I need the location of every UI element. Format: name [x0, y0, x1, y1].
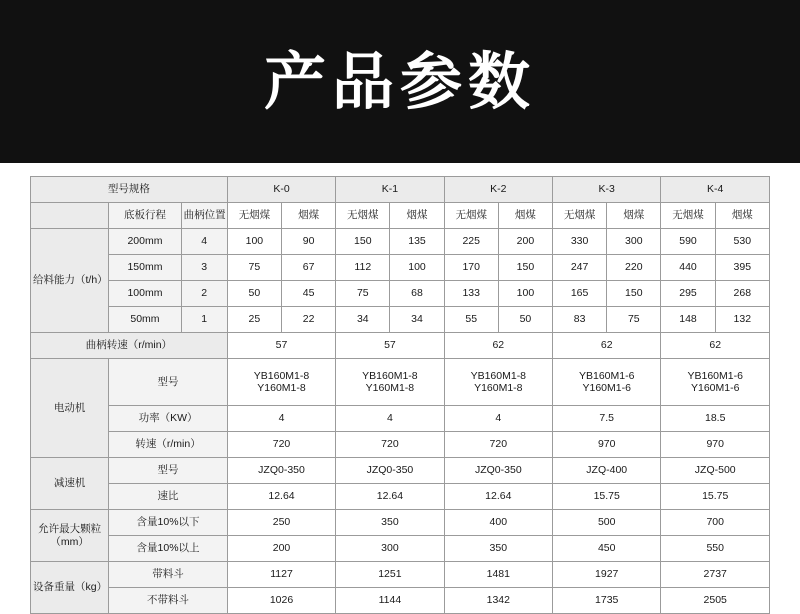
cell-reducer-model-k1: JZQ0-350 — [336, 458, 444, 484]
table-row — [31, 281, 770, 307]
header-coal-k2-b: 烟煤 — [498, 203, 552, 229]
cell-motor-power-k1: 4 — [336, 406, 444, 432]
cell-value: 170 — [444, 255, 498, 281]
cell-motor-model-k2: YB160M1-8 Y160M1-8 — [444, 359, 552, 406]
cell-without-hopper-k3: 1735 — [553, 588, 661, 614]
cell-value: 50 — [498, 307, 552, 333]
cell-reducer-model-k2: JZQ0-350 — [444, 458, 552, 484]
cell-motor-power-k2: 4 — [444, 406, 552, 432]
cell-value: 150 — [498, 255, 552, 281]
header-model-k1: K-1 — [336, 177, 444, 203]
row-label-crank-speed: 曲柄转速（r/min） — [31, 333, 228, 359]
cell-value: 112 — [336, 255, 390, 281]
header-coal-k3-b: 烟煤 — [607, 203, 661, 229]
cell-crank: 2 — [181, 281, 227, 307]
row-label-without-hopper: 不带料斗 — [109, 588, 227, 614]
cell-motor-speed-k3: 970 — [553, 432, 661, 458]
cell-content-above-k1: 300 — [336, 536, 444, 562]
table-row-header-coal — [31, 203, 770, 229]
header-blank — [31, 203, 109, 229]
cell-content-above-k3: 450 — [553, 536, 661, 562]
row-label-motor-model: 型号 — [109, 359, 227, 406]
cell-value: 135 — [390, 229, 444, 255]
row-label-motor: 电动机 — [31, 359, 109, 458]
cell-without-hopper-k4: 2505 — [661, 588, 770, 614]
cell-value: 295 — [661, 281, 715, 307]
spec-table-container — [0, 163, 800, 614]
header-coal-k1-b: 烟煤 — [390, 203, 444, 229]
table-row — [31, 588, 770, 614]
cell-reducer-ratio-k4: 15.75 — [661, 484, 770, 510]
header-coal-k0-a: 无烟煤 — [227, 203, 281, 229]
row-label-reducer-ratio: 速比 — [109, 484, 227, 510]
cell-motor-power-k3: 7.5 — [553, 406, 661, 432]
cell-value: 68 — [390, 281, 444, 307]
cell-value: 590 — [661, 229, 715, 255]
cell-stroke: 50mm — [109, 307, 181, 333]
cell-value: 75 — [607, 307, 661, 333]
header-coal-k1-a: 无烟煤 — [336, 203, 390, 229]
cell-motor-model-k0: YB160M1-8 Y160M1-8 — [227, 359, 335, 406]
row-label-max-particle-line2: （mm） — [50, 535, 89, 548]
cell-content-above-k4: 550 — [661, 536, 770, 562]
table-row — [31, 307, 770, 333]
cell-without-hopper-k2: 1342 — [444, 588, 552, 614]
header-coal-k4-b: 烟煤 — [715, 203, 769, 229]
cell-without-hopper-k1: 1144 — [336, 588, 444, 614]
cell-value: 67 — [282, 255, 336, 281]
cell-with-hopper-k3: 1927 — [553, 562, 661, 588]
cell-motor-model-k1: YB160M1-8 Y160M1-8 — [336, 359, 444, 406]
cell-motor-speed-k2: 720 — [444, 432, 552, 458]
cell-crank: 4 — [181, 229, 227, 255]
banner — [0, 0, 800, 163]
cell-value: 395 — [715, 255, 769, 281]
cell-value: 150 — [607, 281, 661, 307]
row-label-with-hopper: 带料斗 — [109, 562, 227, 588]
cell-motor-speed-k0: 720 — [227, 432, 335, 458]
cell-reducer-ratio-k3: 15.75 — [553, 484, 661, 510]
cell-crank-speed-k2: 62 — [444, 333, 552, 359]
cell-value: 90 — [282, 229, 336, 255]
table-row — [31, 432, 770, 458]
cell-content-below-k0: 250 — [227, 510, 335, 536]
cell-value: 100 — [390, 255, 444, 281]
table-row — [31, 484, 770, 510]
cell-value: 75 — [336, 281, 390, 307]
row-label-max-particle-line1: 允许最大颗粒 — [38, 523, 102, 536]
cell-crank: 1 — [181, 307, 227, 333]
cell-motor-power-k0: 4 — [227, 406, 335, 432]
cell-motor-power-k4: 18.5 — [661, 406, 770, 432]
spec-table — [30, 176, 770, 614]
cell-value: 440 — [661, 255, 715, 281]
header-model-spec: 型号规格 — [31, 177, 228, 203]
cell-value: 225 — [444, 229, 498, 255]
cell-value: 45 — [282, 281, 336, 307]
cell-value: 268 — [715, 281, 769, 307]
banner-title: 产品参数 — [263, 44, 536, 118]
table-row — [31, 229, 770, 255]
cell-reducer-ratio-k1: 12.64 — [336, 484, 444, 510]
cell-reducer-model-k4: JZQ-500 — [661, 458, 770, 484]
cell-content-above-k2: 350 — [444, 536, 552, 562]
cell-motor-model-k3: YB160M1-6 Y160M1-6 — [553, 359, 661, 406]
table-row — [31, 536, 770, 562]
row-label-content-above: 含量10%以上 — [109, 536, 227, 562]
cell-value: 330 — [553, 229, 607, 255]
header-coal-k3-a: 无烟煤 — [553, 203, 607, 229]
row-label-motor-speed: 转速（r/min） — [109, 432, 227, 458]
cell-content-below-k3: 500 — [553, 510, 661, 536]
cell-motor-model-k4: YB160M1-6 Y160M1-6 — [661, 359, 770, 406]
header-coal-k4-a: 无烟煤 — [661, 203, 715, 229]
cell-crank: 3 — [181, 255, 227, 281]
row-label-reducer: 减速机 — [31, 458, 109, 510]
cell-value: 300 — [607, 229, 661, 255]
table-row — [31, 406, 770, 432]
cell-content-below-k4: 700 — [661, 510, 770, 536]
table-row — [31, 255, 770, 281]
cell-content-below-k2: 400 — [444, 510, 552, 536]
cell-value: 247 — [553, 255, 607, 281]
cell-value: 25 — [227, 307, 281, 333]
cell-value: 75 — [227, 255, 281, 281]
cell-crank-speed-k1: 57 — [336, 333, 444, 359]
table-row — [31, 458, 770, 484]
header-coal-k2-a: 无烟煤 — [444, 203, 498, 229]
cell-value: 100 — [227, 229, 281, 255]
cell-value: 34 — [336, 307, 390, 333]
cell-content-above-k0: 200 — [227, 536, 335, 562]
cell-motor-speed-k4: 970 — [661, 432, 770, 458]
cell-value: 50 — [227, 281, 281, 307]
cell-motor-speed-k1: 720 — [336, 432, 444, 458]
cell-crank-speed-k0: 57 — [227, 333, 335, 359]
cell-value: 150 — [336, 229, 390, 255]
header-crank-pos-label: 曲柄位置 — [181, 203, 227, 229]
table-row-header-models — [31, 177, 770, 203]
cell-value: 22 — [282, 307, 336, 333]
row-label-weight: 设备重量（kg） — [31, 562, 109, 614]
row-label-max-particle — [31, 510, 109, 562]
cell-crank-speed-k3: 62 — [553, 333, 661, 359]
cell-with-hopper-k0: 1127 — [227, 562, 335, 588]
cell-value: 83 — [553, 307, 607, 333]
cell-value: 133 — [444, 281, 498, 307]
cell-reducer-model-k3: JZQ-400 — [553, 458, 661, 484]
cell-value: 530 — [715, 229, 769, 255]
cell-value: 100 — [498, 281, 552, 307]
table-row — [31, 562, 770, 588]
cell-reducer-ratio-k0: 12.64 — [227, 484, 335, 510]
cell-without-hopper-k0: 1026 — [227, 588, 335, 614]
cell-value: 200 — [498, 229, 552, 255]
header-model-k3: K-3 — [553, 177, 661, 203]
header-model-k4: K-4 — [661, 177, 770, 203]
cell-value: 165 — [553, 281, 607, 307]
cell-with-hopper-k4: 2737 — [661, 562, 770, 588]
cell-content-below-k1: 350 — [336, 510, 444, 536]
cell-crank-speed-k4: 62 — [661, 333, 770, 359]
cell-stroke: 100mm — [109, 281, 181, 307]
cell-value: 34 — [390, 307, 444, 333]
table-row — [31, 359, 770, 406]
header-model-k2: K-2 — [444, 177, 552, 203]
cell-with-hopper-k2: 1481 — [444, 562, 552, 588]
cell-value: 132 — [715, 307, 769, 333]
cell-with-hopper-k1: 1251 — [336, 562, 444, 588]
cell-value: 55 — [444, 307, 498, 333]
cell-value: 220 — [607, 255, 661, 281]
row-label-motor-power: 功率（KW） — [109, 406, 227, 432]
table-row — [31, 333, 770, 359]
header-stroke-label: 底板行程 — [109, 203, 181, 229]
cell-reducer-model-k0: JZQ0-350 — [227, 458, 335, 484]
header-model-k0: K-0 — [227, 177, 335, 203]
cell-stroke: 200mm — [109, 229, 181, 255]
row-label-feed-capacity: 给料能力（t/h） — [31, 229, 109, 333]
cell-stroke: 150mm — [109, 255, 181, 281]
cell-reducer-ratio-k2: 12.64 — [444, 484, 552, 510]
row-label-content-below: 含量10%以下 — [109, 510, 227, 536]
cell-value: 148 — [661, 307, 715, 333]
row-label-reducer-model: 型号 — [109, 458, 227, 484]
header-coal-k0-b: 烟煤 — [282, 203, 336, 229]
table-row — [31, 510, 770, 536]
